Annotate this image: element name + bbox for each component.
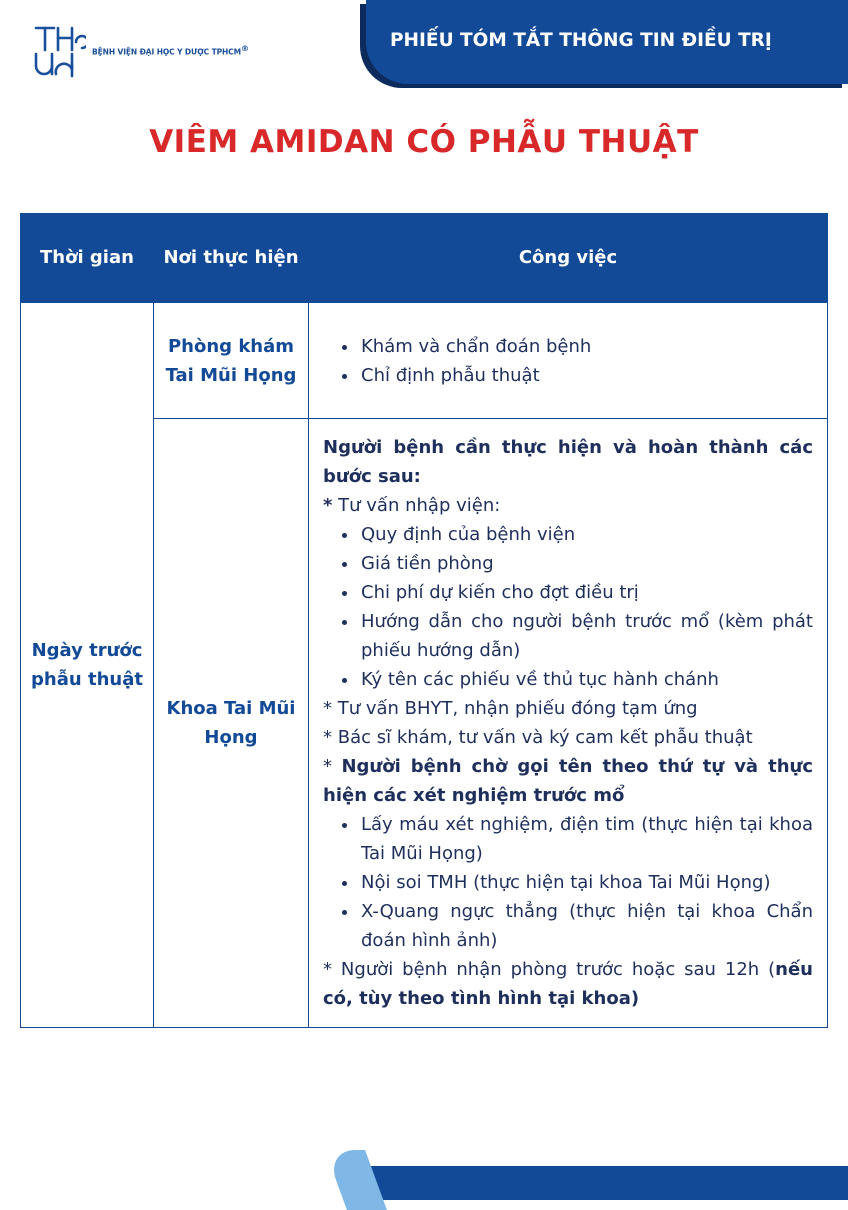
list-item: • Giá tiền phòng xyxy=(359,549,813,578)
time-cell: Ngày trước phẫu thuật xyxy=(21,303,154,1028)
header-work: Công việc xyxy=(309,214,828,303)
list-item: • Khám và chẩn đoán bệnh xyxy=(359,332,813,361)
treatment-table xyxy=(20,213,828,1028)
list-item: • Hướng dẫn cho người bệnh trước mổ (kèm phát phiếu hướng dẫn) xyxy=(359,607,813,665)
footer-bar xyxy=(344,1166,848,1200)
header-banner xyxy=(366,0,848,84)
list-item: • Ký tên các phiếu về thủ tục hành chánh xyxy=(359,665,813,694)
list-item: • Chi phí dự kiến cho đợt điều trị xyxy=(359,578,813,607)
page-title: VIÊM AMIDAN CÓ PHẪU THUẬT xyxy=(149,124,699,160)
section-line: * Người bệnh nhận phòng trước hoặc sau 12h (nếu có, tùy theo tình hình tại khoa) xyxy=(323,959,813,1009)
hospital-logo xyxy=(32,24,249,78)
hospital-name: BỆNH VIỆN ĐẠI HỌC Y DƯỢC TPHCM® xyxy=(92,43,249,56)
place-cell: Khoa Tai Mũi Họng xyxy=(154,419,309,1028)
list-item: • Nội soi TMH (thực hiện tại khoa Tai Mũi Họng) xyxy=(359,868,813,897)
place-cell: Phòng khám Tai Mũi Họng xyxy=(154,303,309,419)
section-heading: * Tư vấn nhập viện: xyxy=(323,495,501,516)
section-heading: * Người bệnh chờ gọi tên theo thứ tự và thực hiện các xét nghiệm trước mổ xyxy=(323,756,813,806)
intro-text: Người bệnh cần thực hiện và hoàn thành các bước sau: xyxy=(323,437,813,487)
banner-title: PHIẾU TÓM TẮT THÔNG TIN ĐIỀU TRỊ xyxy=(390,30,772,51)
list-item: • Chỉ định phẫu thuật xyxy=(359,361,813,390)
header-place: Nơi thực hiện xyxy=(154,214,309,303)
section-line: * Tư vấn BHYT, nhận phiếu đóng tạm ứng xyxy=(323,698,698,719)
list-item: • Lấy máu xét nghiệm, điện tim (thực hiện tại khoa Tai Mũi Họng) xyxy=(359,810,813,868)
work-cell xyxy=(309,419,828,1028)
table-row xyxy=(21,303,828,419)
table-header-row xyxy=(21,214,828,303)
list-item: • Quy định của bệnh viện xyxy=(359,520,813,549)
list-item: • X-Quang ngực thẳng (thực hiện tại khoa Chẩn đoán hình ảnh) xyxy=(359,897,813,955)
hospital-logo-icon xyxy=(32,24,86,78)
header-time: Thời gian xyxy=(21,214,154,303)
work-cell xyxy=(309,303,828,419)
section-line: * Bác sĩ khám, tư vấn và ký cam kết phẫu thuật xyxy=(323,727,753,748)
